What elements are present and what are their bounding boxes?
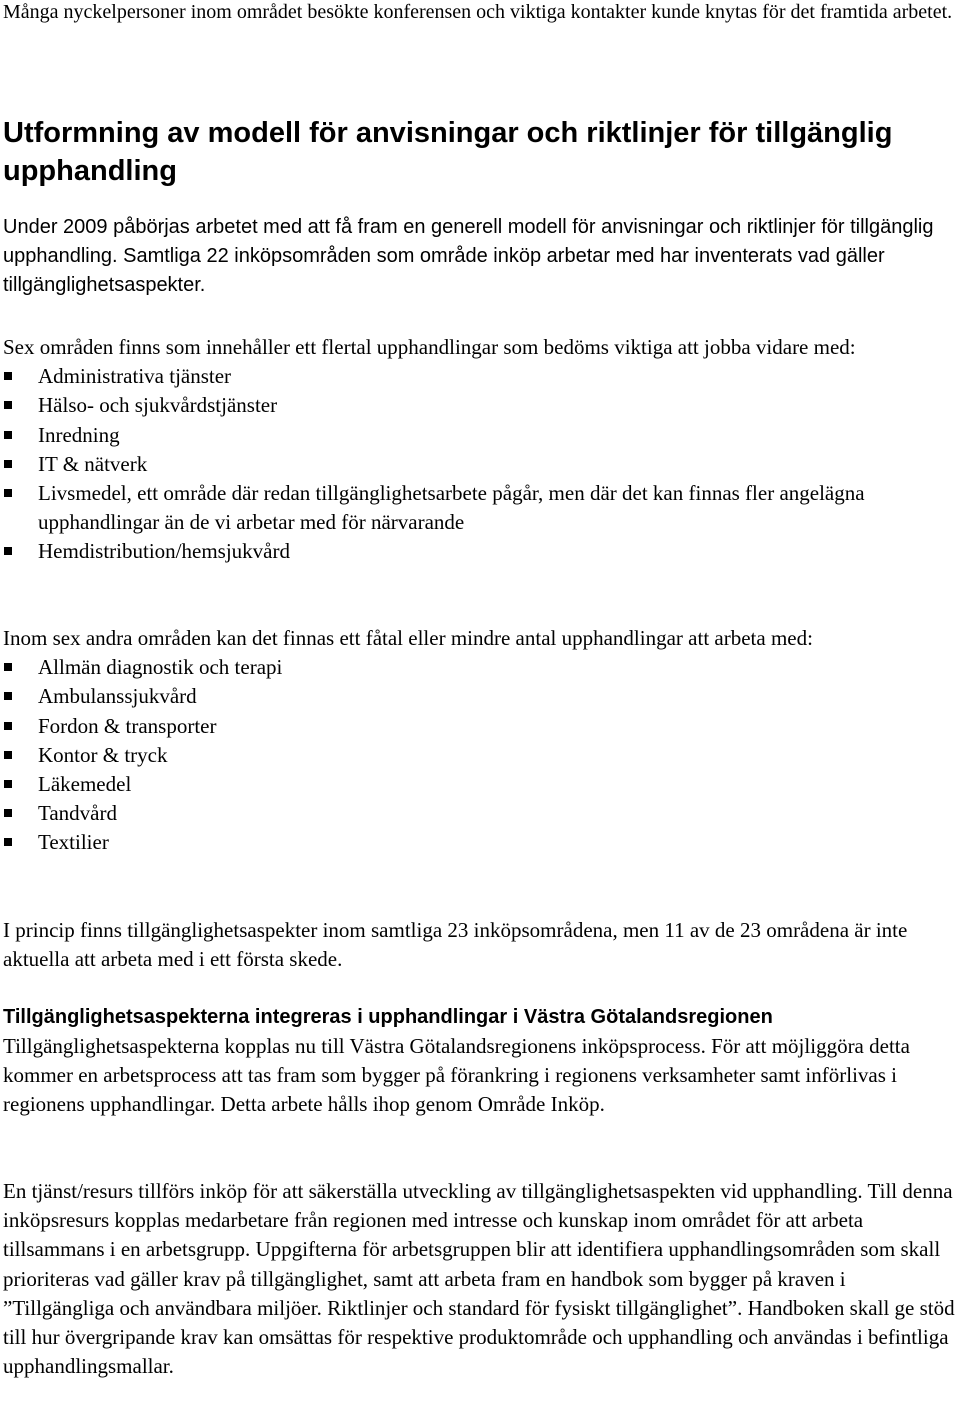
list1 bbox=[3, 362, 955, 566]
list-item: Fordon & transporter bbox=[3, 712, 955, 741]
section-heading-model: Utformning av modell för anvisningar och riktlinjer för tillgänglig upphandling bbox=[3, 117, 893, 187]
list-item: Inredning bbox=[3, 421, 955, 450]
section2-heading: Tillgänglighetsaspekterna integreras i upphandlingar i Västra Götalandsregionen bbox=[3, 1006, 773, 1028]
list-item: Hälso- och sjukvårdstjänster bbox=[3, 391, 955, 420]
list-item: Allmän diagnostik och terapi bbox=[3, 653, 955, 682]
list-item: Läkemedel bbox=[3, 770, 955, 799]
list1-intro: Sex områden finns som innehåller ett flertal upphandlingar som bedöms viktiga att jobba vidare med: bbox=[3, 335, 856, 359]
list-item: IT & nätverk bbox=[3, 450, 955, 479]
final-paragraph: En tjänst/resurs tillförs inköp för att säkerställa utveckling av tillgänglighetsaspekten vid upphandling. Till denna inköpsresurs kopplas medarbetare från regionen med intresse och kunskap inom området för att arbeta tillsammans i en arbetsgrupp. Uppgifterna för arbetsgruppen blir att identifiera upphandlingsområden som skall prioriteras vad gäller krav på tillgänglighet, samt att arbeta fram en handbok som bygger på kraven i ”Tillgängliga och användbara miljöer. Riktlinjer och standard för fysiskt tillgänglighet”. Handboken skall ge stöd till hur övergripande krav kan omsättas för respektive produktområde och upphandling och användas i befintliga upphandlingsmallar. bbox=[3, 1179, 955, 1379]
list-item: Ambulanssjukvård bbox=[3, 682, 955, 711]
list2 bbox=[3, 653, 955, 857]
list-item: Textilier bbox=[3, 828, 955, 857]
list1-block bbox=[3, 333, 955, 567]
intro-paragraph: Många nyckelpersoner inom området besökte konferensen och viktiga kontakter kunde knytas för det framtida arbetet. bbox=[3, 1, 953, 23]
section2-paragraph: Tillgänglighetsaspekterna kopplas nu till Västra Götalandsregionens inköpsprocess. För att möjliggöra detta kommer en arbetsprocess att tas fram som bygger på förankring i regionens verksamheter samt införlivas i regionens upphandlingar. Detta arbete hålls ihop genom Område Inköp. bbox=[3, 1034, 910, 1117]
section1-paragraph: Under 2009 påbörjas arbetet med att få fram en generell modell för anvisningar och riktlinjer för tillgänglig upphandling. Samtliga 22 inköpsområden som område inköp arbetar med har inventerats vad gäller tillgänglighetsaspekter. bbox=[3, 216, 934, 296]
list-item: Livsmedel, ett område där redan tillgänglighetsarbete pågår, men där det kan finnas fler angelägna upphandlingar än de vi arbetar med för närvarande bbox=[3, 479, 955, 537]
list2-block bbox=[3, 624, 955, 858]
principle-paragraph: I princip finns tillgänglighetsaspekter inom samtliga 23 inköpsområdena, men 11 av de 23 områdena är inte aktuella att arbeta med i ett första skede. bbox=[3, 918, 908, 972]
list-item: Hemdistribution/hemsjukvård bbox=[3, 537, 955, 566]
list-item: Administrativa tjänster bbox=[3, 362, 955, 391]
list-item: Kontor & tryck bbox=[3, 741, 955, 770]
list2-intro: Inom sex andra områden kan det finnas ett fåtal eller mindre antal upphandlingar att arbeta med: bbox=[3, 626, 813, 650]
section2-block bbox=[3, 1003, 955, 1120]
list-item: Tandvård bbox=[3, 799, 955, 828]
